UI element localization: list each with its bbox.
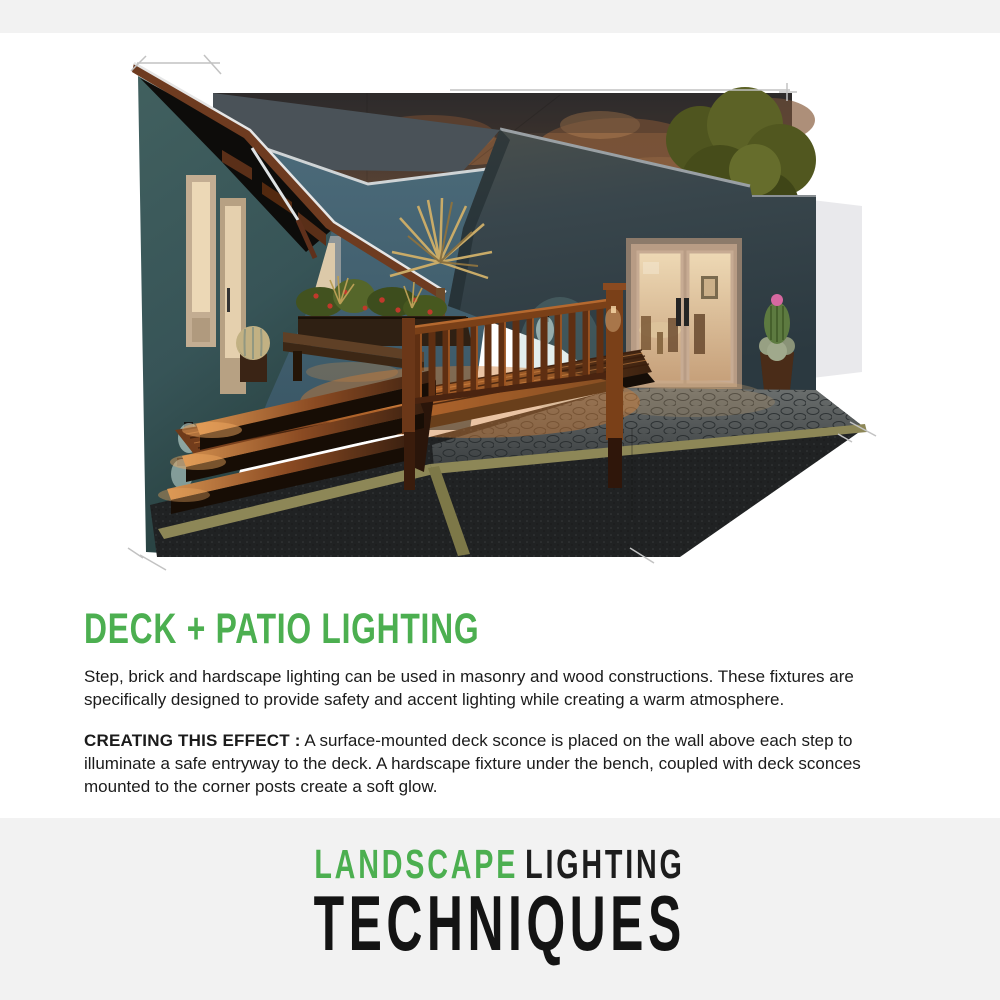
- article-section: [84, 605, 929, 816]
- footer-title: [0, 879, 1000, 967]
- effect-body: A surface-mounted deck sconce is placed on the wall above each step to illuminate a safe entryway to the deck. A hardscape fixture under the bench, coupled with deck sconces mounted to the corner posts create a soft glow.: [84, 731, 861, 796]
- side-panel: [812, 200, 862, 378]
- effect-paragraph: [84, 729, 929, 798]
- section-heading: DECK + PATIO LIGHTING: [84, 605, 480, 653]
- intro-paragraph: Step, brick and hardscape lighting can be used in masonry and wood constructions. These fixtures are specifically designed to provide safety and accent lighting while creating a warm atmosphere.: [84, 667, 854, 709]
- brand-word-lighting: LIGHTING: [525, 841, 686, 887]
- effect-label: CREATING THIS EFFECT :: [84, 731, 301, 750]
- brand-word-landscape: LANDSCAPE: [314, 841, 519, 887]
- footer-title-text: TECHNIQUES: [313, 879, 687, 967]
- footer-band: [0, 818, 1000, 1000]
- pouf-plant: [236, 326, 270, 382]
